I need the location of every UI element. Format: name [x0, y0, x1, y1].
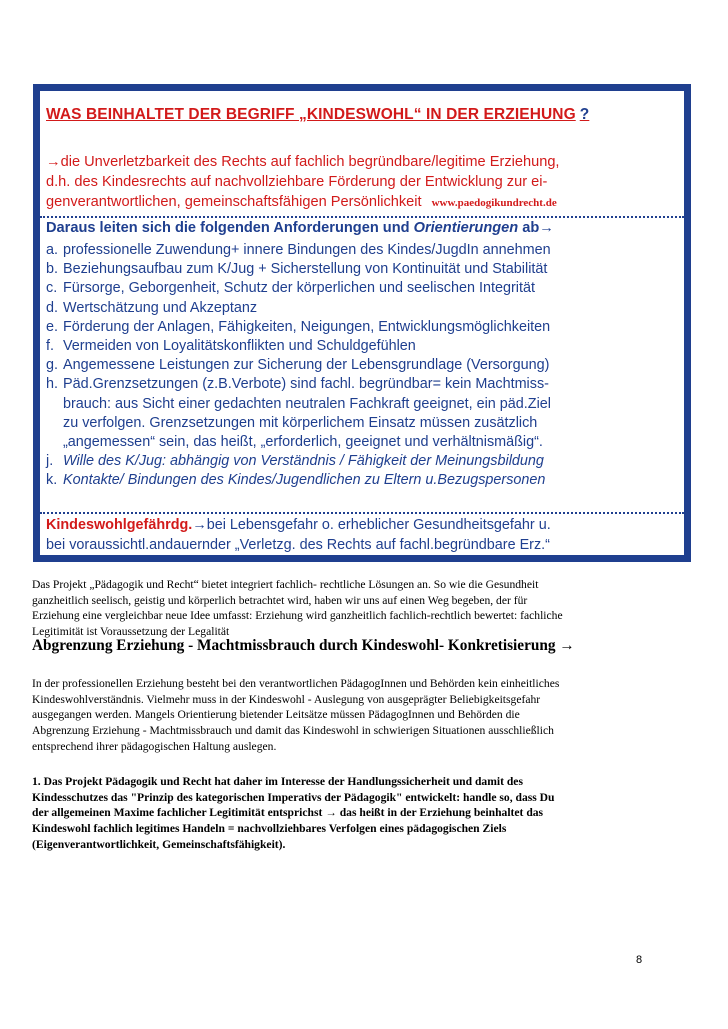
list-item: g. Angemessene Leistungen zur Sicherung der Lebensgrundlage (Versorgung) — [46, 357, 550, 374]
website-url: www.paedogikundrecht.de — [431, 197, 557, 209]
infobox-intro — [46, 152, 686, 213]
dotted-divider — [40, 216, 684, 218]
kindeswohl-infobox — [33, 84, 691, 562]
body-paragraph: In der professionellen Erziehung besteht bei den verantwortlichen PädagogInnen und Behörden kein einheitliches Kindeswohlverständnis. Vielmehr muss in der Kindeswohl - Auslegung von ausgeprägter Beliebigkeitsgefahr ausgegangen werden. Mangels Orientierung bietender Leitsätze müssen PädagogInnen und Behörden die Abgrenzung Erziehung - Machtmissbrauch und damit das Kindeswohl in schwierigen Situationen ausschließlich entsprechend ihrer pädagogischen Haltung auslegen. — [32, 677, 560, 753]
infobox-title: WAS BEINHALTET DER BEGRIFF „KINDESWOHL“ IN DER ERZIEHUNG ? — [46, 106, 590, 123]
section-heading: Abgrenzung Erziehung - Machtmissbrauch durch Kindeswohl- Konkretisierung → — [32, 637, 575, 654]
list-item: k. Kontakte/ Bindungen des Kindes/Jugendlichen zu Eltern u.Bezugspersonen — [46, 472, 546, 489]
intro-paragraph: Das Projekt „Pädagogik und Recht“ bietet integriert fachlich- rechtliche Lösungen an. So wie die Gesundheit ganzheitlich seelisch, geistig und körperlich betrachtet wird, haben wir uns auf einen Weg begeben, der für Erziehung eine vergleichbar neue Idee umfasst: Erziehung wird ganzheitlich fachlich-rechtlich bewertet: fachliche Legitimität ist Voraussetzung der Legalität — [32, 578, 563, 639]
list-item: c. Fürsorge, Geborgenheit, Schutz der körperlichen und seelischen Integrität — [46, 280, 535, 297]
intro-line: genverantwortlichen, gemeinschaftsfähigen Persönlichkeit www.paedogikundrecht.de — [46, 194, 557, 210]
requirements-list — [46, 241, 690, 491]
endangerment-definition: Kindeswohlgefährdg.→bei Lebensgefahr o. erheblicher Gesundheitsgefahr u. bei voraussichtl.andauernder „Verletzg. des Rechts auf fachl.begründbare Erz.“ — [46, 517, 551, 553]
list-item: b. Beziehungsaufbau zum K/Jug + Sicherstellung von Kontinuität und Stabilität — [46, 261, 548, 278]
principle-paragraph: 1. Das Projekt Pädagogik und Recht hat daher im Interesse der Handlungssicherheit und damit des Kindesschutzes das "Prinzip des kategorischen Imperativs der Pädagogik" entwickelt: handle so, dass Du der allgemeinen Maxime fachlicher Legitimität entsprichst → das heißt in der Erziehung beinhaltet das Kindeswohl fachlich legitimes Handeln = nachvollziehbares Verfolgen eines pädagogischen Ziels (Eigenverantwortlichkeit, Gemeinschaftsfähigkeit). — [32, 775, 555, 851]
list-item: h. Päd.Grenzsetzungen (z.B.Verbote) sind fachl. begründbar= kein Machtmiss- brauch: aus Sicht einer gedachten neutralen Fachkraft geeignet, ein päd.Ziel zu verfolgen. Grenzsetzungen mit körperlichem Einsatz müssen zusätzlich „angemessen“ sein, das heißt, „erforderlich, geeignet und verhältnismäßig“. — [46, 376, 551, 451]
list-item: f. Vermeiden von Loyalitätskonflikten und Schuldgefühlen — [46, 338, 416, 355]
dotted-divider — [40, 512, 684, 514]
list-item: e. Förderung der Anlagen, Fähigkeiten, Neigungen, Entwicklungsmöglichkeiten — [46, 318, 551, 335]
requirements-heading: Daraus leiten sich die folgenden Anforderungen und Orientierungen ab→ — [46, 220, 554, 236]
page-number: 8 — [636, 954, 643, 966]
list-item: j. Wille des K/Jug: abhängig von Verständnis / Fähigkeit der Meinungsbildung — [46, 453, 544, 470]
intro-line: →die Unverletzbarkeit des Rechts auf fachlich begründbare/legitime Erziehung, — [46, 154, 560, 170]
intro-line: d.h. des Kindesrechts auf nachvollziehbare Förderung der Entwicklung zur ei- — [46, 174, 548, 190]
list-item: a. professionelle Zuwendung+ innere Bindungen des Kindes/JugdIn annehmen — [46, 242, 551, 258]
list-item: d. Wertschätzung und Akzeptanz — [46, 299, 258, 316]
